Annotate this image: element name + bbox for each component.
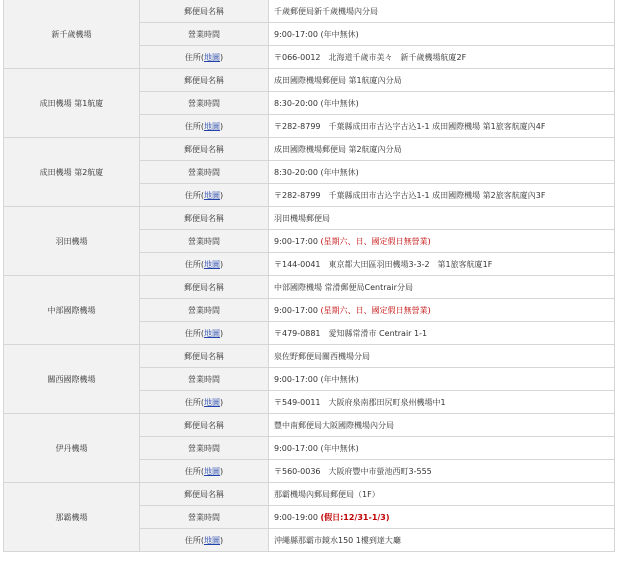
airport-name: 成田機場 第2航廈 [4,138,140,207]
address-label-prefix: 住所( [184,466,204,476]
address-value: 沖繩縣那霸市鏡水150 1樓到達大廳 [269,529,615,552]
address-label-suffix: ) [220,397,224,407]
table-row [4,483,615,506]
table-row [4,345,615,368]
airport-name: 那霸機場 [4,483,140,552]
hours-value [269,506,615,529]
hours-note: (假日:12/31-1/3) [320,512,390,522]
hours-main: 9:00-17:00 [274,305,321,315]
office-name-label: 郵便局名稱 [140,69,269,92]
address-label [140,391,269,414]
hours-main: 9:00-17:00 (年中無休) [274,374,359,384]
address-value: 〒549-0011 大阪府泉南郡田尻町泉州機場中1 [269,391,615,414]
address-label-prefix: 住所( [184,121,204,131]
table-row [4,0,615,23]
table-row [4,138,615,161]
office-name-label: 郵便局名稱 [140,276,269,299]
office-name-value: 那霸機場內郵局郵便局（1F） [269,483,615,506]
hours-label: 營業時間 [140,299,269,322]
airport-post-office-table [3,0,615,552]
office-name-value: 泉佐野郵便局關西機場分局 [269,345,615,368]
hours-main: 9:00-17:00 (年中無休) [274,29,359,39]
airport-name: 成田機場 第1航廈 [4,69,140,138]
address-label [140,115,269,138]
address-label [140,184,269,207]
office-name-label: 郵便局名稱 [140,138,269,161]
address-label-prefix: 住所( [184,397,204,407]
airport-name: 伊丹機場 [4,414,140,483]
address-label-suffix: ) [220,466,224,476]
office-name-value: 千歲郵便局新千歲機場內分局 [269,0,615,23]
address-label-suffix: ) [220,121,224,131]
table-row [4,414,615,437]
airport-name: 關西國際機場 [4,345,140,414]
hours-main: 8:30-20:00 (年中無休) [274,98,359,108]
map-link[interactable]: 地圖 [204,190,220,200]
address-label [140,253,269,276]
office-name-label: 郵便局名稱 [140,0,269,23]
table-row [4,69,615,92]
hours-main: 9:00-19:00 [274,512,321,522]
office-name-label: 郵便局名稱 [140,483,269,506]
airport-name: 新千歲機場 [4,0,140,69]
hours-main: 8:30-20:00 (年中無休) [274,167,359,177]
office-name-label: 郵便局名稱 [140,345,269,368]
office-name-value: 成田國際機場郵便局 第2航廈內分局 [269,138,615,161]
office-name-value: 豐中南郵便局大阪國際機場內分局 [269,414,615,437]
address-label-suffix: ) [220,259,224,269]
address-label-suffix: ) [220,190,224,200]
hours-value [269,92,615,115]
office-name-label: 郵便局名稱 [140,414,269,437]
office-name-value: 成田國際機場郵便局 第1航廈內分局 [269,69,615,92]
hours-value [269,230,615,253]
hours-label: 營業時間 [140,230,269,253]
address-label [140,460,269,483]
hours-note: (星期六、日、國定假日無營業) [320,236,431,246]
hours-label: 營業時間 [140,437,269,460]
map-link[interactable]: 地圖 [204,328,220,338]
map-link[interactable]: 地圖 [204,259,220,269]
address-label-prefix: 住所( [184,259,204,269]
airport-name: 中部國際機場 [4,276,140,345]
hours-value [269,437,615,460]
hours-label: 營業時間 [140,23,269,46]
map-link[interactable]: 地圖 [204,535,220,545]
hours-label: 營業時間 [140,368,269,391]
address-label [140,529,269,552]
address-label-prefix: 住所( [184,52,204,62]
hours-main: 9:00-17:00 (年中無休) [274,443,359,453]
map-link[interactable]: 地圖 [204,121,220,131]
address-label-suffix: ) [220,52,224,62]
address-label-suffix: ) [220,328,224,338]
table-row [4,207,615,230]
hours-value [269,161,615,184]
airport-name: 羽田機場 [4,207,140,276]
address-value: 〒066-0012 北海道千歲市美々 新千歲機場航廈2F [269,46,615,69]
hours-label: 營業時間 [140,506,269,529]
hours-value [269,23,615,46]
address-label [140,322,269,345]
address-label-prefix: 住所( [184,535,204,545]
hours-note: (星期六、日、國定假日無營業) [320,305,431,315]
address-value: 〒144-0041 東京都大田區羽田機場3-3-2 第1旅客航廈1F [269,253,615,276]
map-link[interactable]: 地圖 [204,466,220,476]
hours-main: 9:00-17:00 [274,236,321,246]
hours-label: 營業時間 [140,92,269,115]
address-value: 〒282-8799 千葉縣成田市古込字古込1-1 成田國際機場 第2旅客航廈內3F [269,184,615,207]
address-label [140,46,269,69]
address-value: 〒282-8799 千葉縣成田市古込字古込1-1 成田國際機場 第1旅客航廈內4F [269,115,615,138]
map-link[interactable]: 地圖 [204,52,220,62]
address-value: 〒560-0036 大阪府豐中市螢池西町3-555 [269,460,615,483]
hours-value [269,368,615,391]
hours-label: 營業時間 [140,161,269,184]
map-link[interactable]: 地圖 [204,397,220,407]
hours-value [269,299,615,322]
table-row [4,276,615,299]
office-name-value: 羽田機場郵便局 [269,207,615,230]
office-name-value: 中部國際機場 常滑郵便局Centrair分局 [269,276,615,299]
address-label-prefix: 住所( [184,190,204,200]
address-label-prefix: 住所( [184,328,204,338]
address-label-suffix: ) [220,535,224,545]
address-value: 〒479-0881 愛知縣常滑市 Centrair 1-1 [269,322,615,345]
office-name-label: 郵便局名稱 [140,207,269,230]
